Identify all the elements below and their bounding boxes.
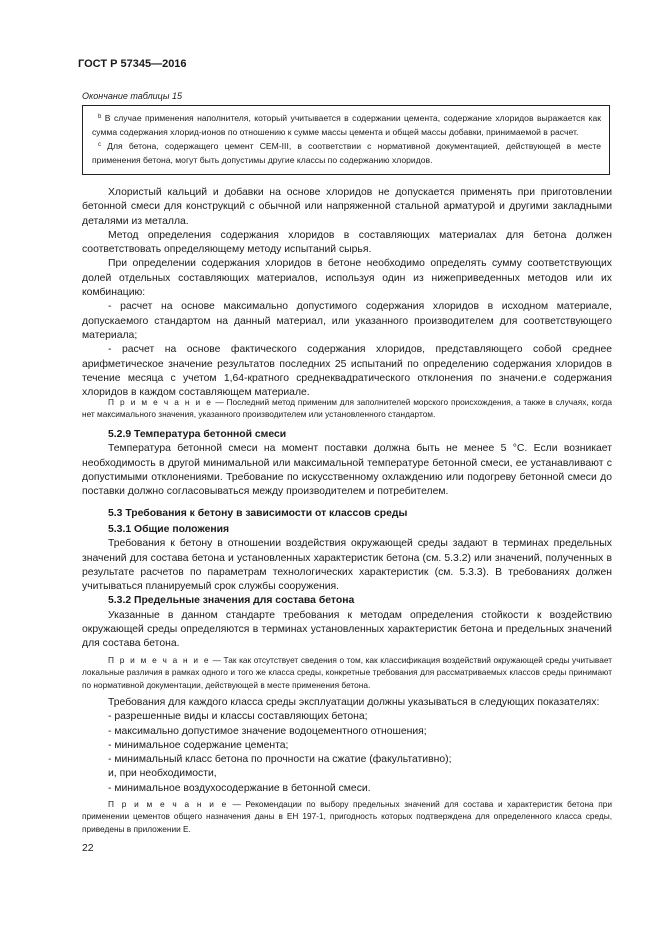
list-item: и, при необходимости, bbox=[108, 768, 217, 780]
note-label: П р и м е ч а н и е bbox=[108, 397, 213, 407]
section-5-2-9 bbox=[82, 428, 612, 499]
section-5-3-1 bbox=[82, 523, 612, 652]
note-label: П р и м е ч а н и е bbox=[108, 655, 211, 665]
paragraph: Температура бетонной смеси на момент поставки должна быть не менее 5 °C. Если возникает необходимость в другой минимальной или максимальной температуре бетонной смеси, ее устанавливают с допустимыми отклонениями. Требование по искусственному охлаждению или подогреву бетонной смеси до поставки должно согласовываться между производителем и потребителем. bbox=[82, 443, 612, 498]
list-item: - максимально допустимое значение водоцементного отношения; bbox=[108, 725, 427, 737]
paragraph: Требования для каждого класса среды эксплуатации должны указываться в следующих показателях: bbox=[108, 697, 600, 708]
document-header: ГОСТ Р 57345—2016 bbox=[78, 58, 187, 70]
paragraph: Метод определения содержания хлоридов в составляющих материалах для бетона должен соответствовать определяющему методу испытаний сырья. bbox=[82, 229, 612, 256]
list-item: - минимальное воздухосодержание в бетонной смеси. bbox=[108, 782, 371, 794]
section-chlorides bbox=[82, 186, 612, 400]
note-1 bbox=[82, 396, 612, 421]
footnote-text: В случае применения наполнителя, который учитывается в содержании цемента, содержание хлоридов выражается как сумма содержания хлорид-ионов по отношению к сумме массы цемента и общей массы добавки, принимаемой в расчет. bbox=[92, 113, 601, 137]
paragraph: Требования к бетону в отношении воздействия окружающей среды задают в терминах предельных значений для состава бетона и установленных характеристик бетона (см. 5.3.2) или значений, полученных в результате расчетов по параметрам технологических характеристик (см. 5.3.3). В требованиях должен учитываться планируемый срок службы сооружения. bbox=[82, 538, 612, 593]
paragraph: Хлористый кальций и добавки на основе хлоридов не допускается применять при приготовлении бетонной смеси для конструкций с обычной или напряженной стальной арматурой и другими закладными деталями из металла. bbox=[82, 187, 612, 227]
note-text: — Последний метод применим для заполнителей морского происхождения, а также в случаях, когда нет максимального значения, указанного производителем или установленного стандартом. bbox=[82, 397, 612, 420]
footnote-b bbox=[92, 111, 601, 139]
section-5-3 bbox=[82, 507, 612, 521]
footnote-marker: c bbox=[98, 142, 101, 149]
list-item: - расчет на основе фактического содержания хлоридов, представляющего собой среднее арифметическое значение результатов последних 25 испытаний по определению содержания хлоридов в течение месяца с учетом 1,64-кратного среднеквадратического отклонения по значени.е содержания хлоридов в каждом составляющем материале. bbox=[82, 344, 612, 399]
list-item: - расчет на основе максимально допустимого содержания хлоридов в исходном материале, допускаемого стандартом на данный материал, или указанного производителем для соответствующего материала; bbox=[82, 301, 612, 341]
table-caption: Окончание таблицы 15 bbox=[82, 91, 182, 101]
list-item: - разрешенные виды и классы составляющих бетона; bbox=[108, 711, 368, 723]
paragraph: При определении содержания хлоридов в бетоне необходимо определять сумму соответствующих долей отдельных составляющих материалов, используя один из нижеприведенных методов или их комбинацию: bbox=[82, 258, 612, 299]
paragraph: Указанные в данном стандарте требования к методам определения стойкости к воздействию окружающей среды определяются в терминах установленных характеристик бетона и предельных значений для состава бетона. bbox=[82, 609, 612, 650]
table-footnotes-box bbox=[82, 105, 610, 175]
list-item: - минимальный класс бетона по прочности на сжатие (факультативно); bbox=[108, 754, 452, 766]
section-heading: 5.3 Требования к бетону в зависимости от классов среды bbox=[108, 508, 408, 519]
note-label: П р и м е ч а н и е bbox=[108, 799, 228, 809]
section-requirements-list bbox=[82, 696, 612, 796]
section-heading: 5.3.1 Общие положения bbox=[108, 524, 230, 535]
footnote-text: Для бетона, содержащего цемент CEM-III, в соответствии с нормативной документацией, действующей в месте применения бетона, могут быть допустимы другие классы по содержанию хлоридов. bbox=[92, 141, 601, 165]
page-number: 22 bbox=[82, 843, 94, 854]
list-item: - минимальное содержание цемента; bbox=[108, 739, 289, 751]
note-2 bbox=[82, 654, 612, 691]
note-text: — Рекомендации по выбору предельных значений для состава и характеристик бетона при применении цементов общего назначения даны в ЕН 197-1, пригодность которых подтверждена для определенного класса среды, приведены в приложении Е. bbox=[82, 799, 612, 834]
note-3 bbox=[82, 798, 612, 835]
section-heading: 5.2.9 Температура бетонной смеси bbox=[108, 429, 287, 440]
section-heading: 5.3.2 Предельные значения для состава бетона bbox=[108, 595, 355, 607]
footnote-marker: b bbox=[98, 114, 102, 120]
note-text: — Так как отсутствует сведения о том, как классификация воздействий окружающей среды учитывает локальные различия в рамках одного и того же класса среды, конкретные требования для рассматриваемых классов среды принимают по нормативной документации, действующей в месте применения бетона. bbox=[82, 655, 612, 690]
footnote-c bbox=[92, 139, 601, 167]
